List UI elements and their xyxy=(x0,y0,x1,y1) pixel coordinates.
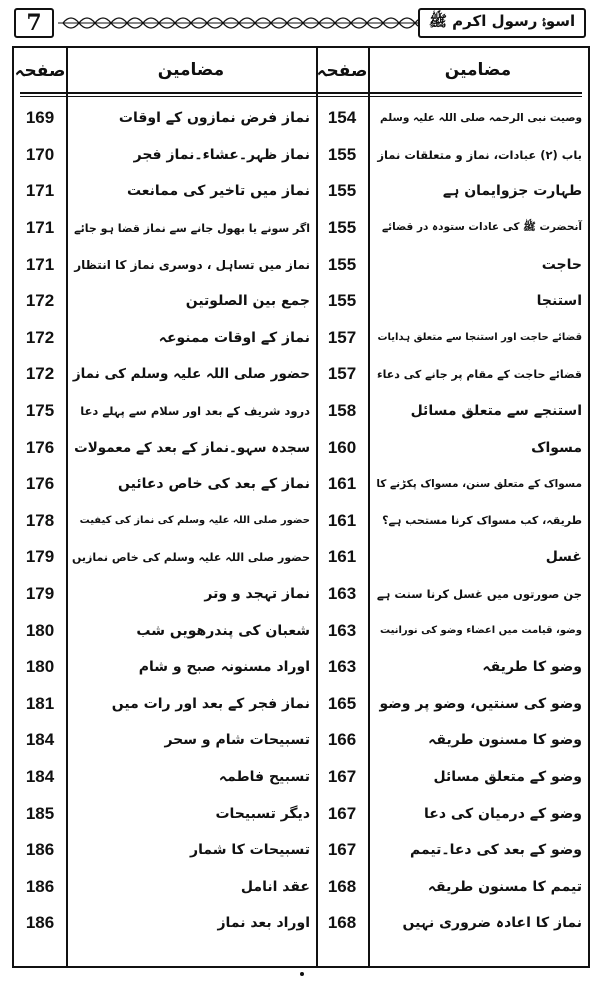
topic-cell: طریقہ، کب مسواک کرنا مستحب ہے؟ xyxy=(382,514,582,528)
topic-cell: وضو کے متعلق مسائل xyxy=(433,769,582,786)
table-row xyxy=(14,429,588,466)
table-row xyxy=(14,869,588,906)
page-number-cell: 169 xyxy=(25,108,55,128)
page-number-cell: 176 xyxy=(25,437,55,457)
topic-cell: وصیت نبی الرحمہ صلی اللہ علیہ وسلم xyxy=(380,112,582,125)
book-title: اسوۂ رسول اکرم ﷺ xyxy=(418,8,586,38)
page-number-cell: 178 xyxy=(25,510,55,530)
contents-table xyxy=(12,46,590,968)
topic-cell: اوراد مسنونہ صبح و شام xyxy=(138,659,310,676)
table-row xyxy=(14,356,588,393)
page-number-cell: 172 xyxy=(25,327,55,347)
topic-cell: وضو کی سنتیں، وضو پر وضو xyxy=(379,695,582,712)
table-row xyxy=(14,393,588,430)
page-number-cell: 158 xyxy=(327,401,357,421)
page-number-cell: 168 xyxy=(327,913,357,933)
topic-cell: غسل xyxy=(545,549,582,566)
table-row xyxy=(14,173,588,210)
page-number-cell: 163 xyxy=(327,657,357,677)
column-header-page-left: صفحہ xyxy=(14,60,66,81)
topic-cell: وضو کا طریقہ xyxy=(482,659,582,676)
page-number-cell: 179 xyxy=(25,584,55,604)
column-header-page-right: صفحہ xyxy=(316,60,368,81)
page-number-cell: 172 xyxy=(25,364,55,384)
topic-cell: جن صورتوں میں غسل کرنا سنت ہے xyxy=(376,587,582,602)
page-number-cell: 161 xyxy=(327,547,357,567)
page-number-cell: 167 xyxy=(327,767,357,787)
page-number-cell: 171 xyxy=(25,254,55,274)
page-number-cell: 179 xyxy=(25,547,55,567)
page-number-cell: 161 xyxy=(327,510,357,530)
topic-cell: نماز فرض نمازوں کے اوقات xyxy=(118,110,310,127)
page-number-cell: 155 xyxy=(327,181,357,201)
page-number-cell: 155 xyxy=(327,218,357,238)
table-row xyxy=(14,246,588,283)
decorative-border-ornament xyxy=(58,12,428,34)
header-divider-thin xyxy=(20,96,582,97)
page-number-cell: 167 xyxy=(327,803,357,823)
table-row xyxy=(14,283,588,320)
topic-cell: حضور صلی اللہ علیہ وسلم کی خاص نمازیں xyxy=(72,550,310,564)
topic-cell: استنجا xyxy=(536,293,582,310)
table-row xyxy=(14,210,588,247)
page-number-cell: 170 xyxy=(25,144,55,164)
page-number-cell: 180 xyxy=(25,620,55,640)
page-number-cell: 171 xyxy=(25,181,55,201)
table-row xyxy=(14,905,588,942)
column-header-topics-right: مضامین xyxy=(444,60,512,80)
topic-cell: آنحضرت ﷺ کی عادات ستودہ در قضائے xyxy=(382,220,582,233)
topic-cell: جمع بین الصلوتین xyxy=(185,293,310,310)
table-row xyxy=(14,539,588,576)
topic-cell: تسبیحات شام و سحر xyxy=(164,732,310,749)
page-number-cell: 155 xyxy=(327,254,357,274)
topic-cell: درود شریف کے بعد اور سلام سے پہلے دعا xyxy=(80,404,310,419)
page-number-cell: 184 xyxy=(25,730,55,750)
page-number-cell: 155 xyxy=(327,144,357,164)
table-row xyxy=(14,722,588,759)
topic-cell: نماز میں تاخیر کی ممانعت xyxy=(126,183,310,200)
table-row xyxy=(14,832,588,869)
page-number-cell: 165 xyxy=(327,693,357,713)
page-number-cell: 167 xyxy=(327,840,357,860)
page-number-cell: 176 xyxy=(25,474,55,494)
page-number-cell: 163 xyxy=(327,584,357,604)
table-row xyxy=(14,612,588,649)
topic-cell: قضائے حاجت اور استنجا سے متعلق ہدایات xyxy=(377,332,582,344)
page-number-cell: 175 xyxy=(25,401,55,421)
topic-cell: قضائے حاجت کے مقام پر جانے کی دعاء xyxy=(377,367,582,381)
page-header xyxy=(10,6,590,42)
topic-cell: حضور صلی اللہ علیہ وسلم کی نماز کی کیفیت xyxy=(79,515,310,527)
topic-cell: اگر سونے یا بھول جانے سے نماز قضا ہو جائے xyxy=(74,221,310,235)
topic-cell: نماز کے بعد کی خاص دعائیں xyxy=(118,476,310,493)
page-number-cell: 184 xyxy=(25,767,55,787)
page-number-cell: 186 xyxy=(25,876,55,896)
column-header-topics-left: مضامین xyxy=(157,60,225,80)
table-row xyxy=(14,576,588,613)
table-row xyxy=(14,137,588,174)
topic-cell: دیگر تسبیحات xyxy=(215,805,310,822)
table-row xyxy=(14,466,588,503)
topic-cell: مسواک کے متعلق سنن، مسواک پکڑنے کا xyxy=(376,478,582,491)
topic-cell: نماز کا اعادہ ضروری نہیں xyxy=(402,915,582,932)
page-number-cell: 181 xyxy=(25,693,55,713)
page-number-cell: 157 xyxy=(327,364,357,384)
page-number-cell: 154 xyxy=(327,108,357,128)
topic-cell: وضو کے درمیان کی دعا xyxy=(424,805,582,822)
topic-cell: وضو کا مسنون طریقہ xyxy=(428,732,582,749)
topic-cell: مسواک xyxy=(531,439,582,456)
topic-cell: باب (۲) عبادات، نماز و متعلقات نماز xyxy=(377,147,582,162)
topic-cell: تسبیح فاطمہ xyxy=(218,769,310,786)
topic-cell: نماز میں تساہل ، دوسری نماز کا انتظار xyxy=(74,257,310,272)
topic-cell: حاجت xyxy=(541,256,582,273)
topic-cell: شعبان کی پندرھویں شب xyxy=(136,622,310,639)
topic-cell: حضور صلی اللہ علیہ وسلم کی نماز xyxy=(72,366,310,383)
page-number-cell: 180 xyxy=(25,657,55,677)
page-number-cell: 161 xyxy=(327,474,357,494)
page-number-cell: 186 xyxy=(25,840,55,860)
page-number-cell: 166 xyxy=(327,730,357,750)
table-row xyxy=(14,320,588,357)
header-divider xyxy=(20,92,582,94)
page-number-cell: 172 xyxy=(25,291,55,311)
footer-dot xyxy=(300,972,304,976)
page-number-cell: 157 xyxy=(327,327,357,347)
topic-cell: نماز فجر کے بعد اور رات میں xyxy=(111,695,310,712)
topic-cell: عقد انامل xyxy=(240,878,310,895)
topic-cell: وضو کے بعد کی دعا۔تیمم xyxy=(410,842,582,859)
topic-cell: استنجے سے متعلق مسائل xyxy=(410,403,582,420)
topic-cell: نماز کے اوقات ممنوعہ xyxy=(158,329,310,346)
table-row xyxy=(14,759,588,796)
page-number: 7 xyxy=(14,8,54,38)
topic-cell: نماز تہجد و وتر xyxy=(204,586,310,603)
page-number-cell: 171 xyxy=(25,218,55,238)
topic-cell: تسبیحات کا شمار xyxy=(190,842,310,859)
page-number-cell: 155 xyxy=(327,291,357,311)
page-number-cell: 185 xyxy=(25,803,55,823)
table-row xyxy=(14,503,588,540)
table-row xyxy=(14,649,588,686)
page-number-cell: 163 xyxy=(327,620,357,640)
page-number-cell: 168 xyxy=(327,876,357,896)
page-number-cell: 186 xyxy=(25,913,55,933)
topic-cell: تیمم کا مسنون طریقہ xyxy=(427,878,582,895)
topic-cell: طہارت جزوایمان ہے xyxy=(442,183,582,200)
topic-cell: سجدہ سہو۔نماز کے بعد کے معمولات xyxy=(74,439,310,456)
topic-cell: اوراد بعد نماز xyxy=(217,915,310,932)
table-row xyxy=(14,795,588,832)
topic-cell: وضو، قیامت میں اعضاء وضو کی نورانیت xyxy=(380,625,582,637)
table-row xyxy=(14,100,588,137)
topic-cell: نماز ظہر۔عشاء۔نماز فجر xyxy=(133,146,310,163)
page-number-cell: 160 xyxy=(327,437,357,457)
table-row xyxy=(14,686,588,723)
